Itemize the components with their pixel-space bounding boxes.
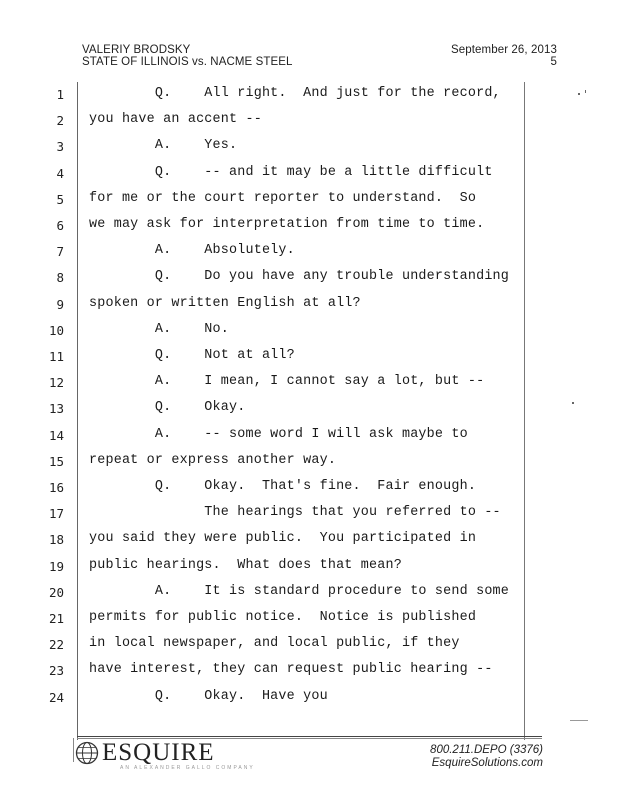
line-text: A. I mean, I cannot say a lot, but -- — [89, 374, 485, 390]
line-number: 15 — [48, 453, 64, 469]
transcript-line — [0, 135, 619, 159]
line-number: 5 — [56, 191, 64, 207]
line-number: 23 — [48, 663, 64, 679]
transcript-line — [0, 162, 619, 186]
line-text: in local newspaper, and local public, if they — [89, 636, 460, 652]
line-number: 2 — [56, 113, 64, 129]
line-number: 10 — [48, 322, 64, 338]
scan-speck — [578, 93, 580, 95]
line-number: 21 — [48, 611, 64, 626]
line-text: we may ask for interpretation from time to time. — [89, 217, 485, 232]
transcript-line — [0, 214, 619, 238]
deposition-date: September 26, 2013 — [450, 44, 557, 56]
line-number: 7 — [56, 244, 64, 260]
transcript-line — [0, 371, 619, 395]
line-text: A. Absolutely. — [89, 243, 295, 259]
transcript-line — [0, 83, 619, 107]
page-number: 5 — [550, 56, 557, 68]
line-number: 4 — [56, 165, 64, 181]
line-number: 18 — [48, 532, 64, 548]
transcript-line — [0, 397, 619, 421]
transcript-line — [0, 188, 619, 212]
logo-tagline: AN ALEXANDER GALLO COMPANY — [120, 765, 255, 771]
line-number: 3 — [56, 139, 64, 155]
line-number: 24 — [48, 689, 64, 705]
line-text: A. Yes. — [89, 138, 238, 154]
line-number: 9 — [56, 296, 64, 312]
line-text: spoken or written English at all? — [89, 295, 361, 311]
line-number: 12 — [48, 375, 64, 391]
scan-speck — [572, 402, 574, 404]
line-number: 16 — [48, 480, 64, 495]
line-number: 11 — [48, 349, 64, 364]
line-text: public hearings. What does that mean? — [89, 557, 402, 573]
line-text: Q. Okay. That's fine. Fair enough. — [89, 479, 477, 494]
transcript-line — [0, 607, 619, 631]
line-text: A. No. — [89, 321, 230, 337]
line-number: 17 — [48, 506, 64, 522]
transcript-line — [0, 476, 619, 500]
transcript-line — [0, 555, 619, 579]
line-number: 20 — [48, 584, 64, 600]
transcript-line — [0, 450, 619, 474]
line-number: 22 — [48, 637, 64, 653]
logo-wordmark: ESQUIRE — [102, 739, 215, 766]
transcript-line — [0, 581, 619, 605]
line-text: Q. Okay. Have you — [89, 688, 328, 704]
footer-left-rule — [73, 738, 74, 762]
transcript-line — [0, 266, 619, 290]
line-number: 14 — [48, 427, 64, 443]
line-number: 1 — [56, 87, 64, 102]
line-text: Q. Do you have any trouble understanding — [89, 269, 510, 285]
line-text: Q. -- and it may be a little difficult — [89, 164, 493, 180]
transcript-line — [0, 686, 619, 710]
line-text: you said they were public. You participated in — [89, 531, 477, 547]
footer-phone: 800.211.DEPO (3376) — [430, 744, 543, 756]
transcript-line — [0, 345, 619, 369]
footer-rule-top — [77, 736, 542, 737]
line-number: 8 — [56, 270, 64, 286]
line-text: have interest, they can request public hearing -- — [89, 662, 493, 678]
line-text: you have an accent -- — [89, 112, 262, 128]
transcript-line — [0, 502, 619, 526]
scan-speck — [570, 720, 588, 721]
footer-website: EsquireSolutions.com — [431, 757, 543, 769]
transcript-line — [0, 109, 619, 133]
transcript-line — [0, 240, 619, 264]
line-text: The hearings that you referred to -- — [89, 505, 501, 521]
line-text: Q. All right. And just for the record, — [89, 86, 501, 101]
transcript-line — [0, 424, 619, 448]
transcript-line — [0, 319, 619, 343]
line-text: Q. Not at all? — [89, 348, 295, 363]
transcript-line — [0, 659, 619, 683]
header-left — [82, 44, 293, 68]
header-right — [451, 44, 557, 68]
esquire-logo — [75, 741, 215, 765]
line-number: 19 — [48, 558, 64, 574]
line-text: A. -- some word I will ask maybe to — [89, 426, 468, 442]
transcript-line — [0, 293, 619, 317]
transcript-line — [0, 528, 619, 552]
line-number: 13 — [48, 401, 64, 417]
transcript-line — [0, 633, 619, 657]
case-title: STATE OF ILLINOIS vs. NACME STEEL — [82, 56, 293, 68]
line-text: permits for public notice. Notice is published — [89, 610, 477, 625]
line-text: for me or the court reporter to understand. So — [89, 190, 477, 206]
line-text: A. It is standard procedure to send some — [89, 583, 510, 599]
line-number: 6 — [56, 218, 64, 233]
globe-icon — [75, 741, 99, 765]
scan-speck — [585, 90, 586, 93]
line-text: repeat or express another way. — [89, 452, 337, 468]
line-text: Q. Okay. — [89, 400, 246, 416]
witness-name: VALERIY BRODSKY — [82, 44, 191, 56]
